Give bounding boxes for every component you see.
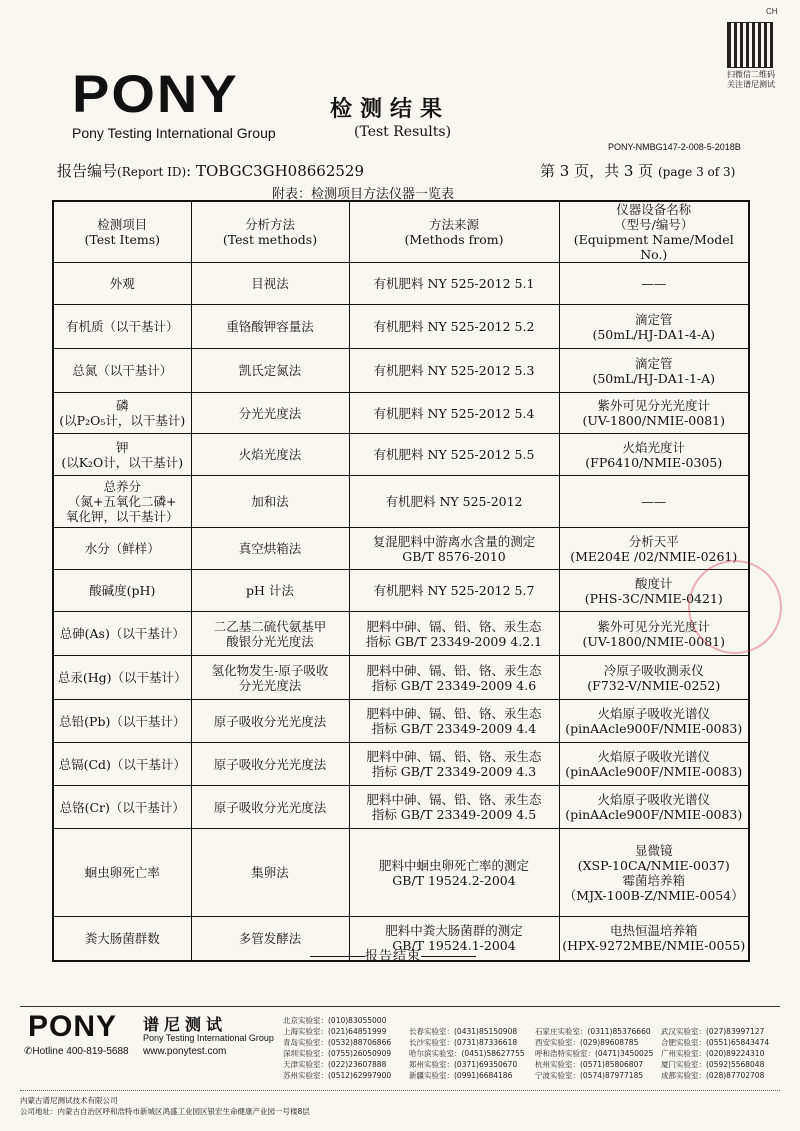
lab-entry: 西安实验室：(029)89608785 (535, 1038, 639, 1047)
document-code: PONY-NMBG147-2-008-5-2018B (608, 142, 741, 152)
lab-entry: 新疆实验室：(0991)6684186 (409, 1071, 513, 1080)
cell-method: 原子吸收分光光度法 (191, 743, 349, 786)
cell-item: 总铅(Pb)（以干基计） (53, 700, 191, 743)
cell-item: 外观 (53, 263, 191, 305)
lab-entry (409, 1016, 535, 1026)
footer-hotline (24, 1046, 129, 1057)
cell-source: 肥料中砷、镉、铅、铬、汞生态 指标 GB/T 23349-2009 4.2.1 (349, 612, 559, 656)
cell-equipment: —— (559, 476, 749, 528)
cell-method: 分光光度法 (191, 393, 349, 434)
results-table (52, 200, 750, 962)
corner-code: CH (766, 7, 778, 16)
cell-source: 有机肥料 NY 525-2012 5.4 (349, 393, 559, 434)
cell-source: 肥料中粪大肠菌群的测定 GB/T 19524.1-2004 (349, 917, 559, 961)
lab-entry: 天津实验室：(022)23607888 (283, 1060, 387, 1069)
table-row (53, 656, 749, 700)
table-row (53, 393, 749, 434)
cell-item: 总镉(Cd)（以干基计） (53, 743, 191, 786)
cell-method: 二乙基二硫代氨基甲 酸银分光光度法 (191, 612, 349, 656)
page-title-en: (Test Results) (354, 124, 452, 140)
cell-item: 磷 (以P₂O₅计，以干基计) (53, 393, 191, 434)
lab-entry: 哈尔滨实验室：(0451)58627755 (409, 1049, 525, 1058)
cell-item: 酸碱度(pH) (53, 570, 191, 612)
footer-name-cn: 谱尼测试 (143, 1015, 228, 1034)
cell-equipment: 分析天平 (ME204E /02/NMIE-0261) (559, 528, 749, 570)
page-info (540, 160, 735, 181)
report-id-label-cn: 报告编号 (57, 162, 118, 180)
cell-equipment: 冷原子吸收测汞仪 (F732-V/NMIE-0252) (559, 656, 749, 700)
lab-entry: 上海实验室：(021)64851999 (283, 1027, 387, 1036)
cell-method: 火焰光度法 (191, 434, 349, 476)
cell-source: 有机肥料 NY 525-2012 5.2 (349, 305, 559, 349)
cell-equipment: 火焰光度计 (FP6410/NMIE-0305) (559, 434, 749, 476)
cell-equipment: 电热恒温培养箱 (HPX-9272MBE/NMIE-0055) (559, 917, 749, 961)
lab-entry: 合肥实验室：(0551)65843474 (661, 1038, 770, 1047)
cell-method: 原子吸收分光光度法 (191, 786, 349, 829)
table-row (53, 263, 749, 305)
report-end-mark (310, 945, 476, 964)
cell-method: pH 计法 (191, 570, 349, 612)
cell-method: 真空烘箱法 (191, 528, 349, 570)
cell-item: 总砷(As)（以干基计） (53, 612, 191, 656)
hotline-text: Hotline 400-819-5688 (32, 1046, 129, 1057)
cell-method: 多管发酵法 (191, 917, 349, 961)
cell-method: 凯氏定氮法 (191, 349, 349, 393)
lab-entry: 郑州实验室：(0371)69350670 (409, 1060, 518, 1069)
lab-entry (535, 1016, 661, 1026)
table-row (53, 612, 749, 656)
cell-equipment: 火焰原子吸收光谱仪 (pinAAcle900F/NMIE-0083) (559, 786, 749, 829)
lab-entry (661, 1016, 783, 1026)
report-id-colon: : (186, 162, 192, 180)
qr-caption (716, 70, 786, 90)
cell-source: 有机肥料 NY 525-2012 5.3 (349, 349, 559, 393)
cell-equipment: 滴定管 (50mL/HJ-DA1-1-A) (559, 349, 749, 393)
footer-website[interactable]: www.ponytest.com (143, 1046, 227, 1057)
cell-equipment: 显微镜 (XSP-10CA/NMIE-0037) 霉菌培养箱 （MJX-100B-Z/NMIE-0054） (559, 829, 749, 917)
lab-entry: 宁波实验室：(0574)87977185 (535, 1071, 644, 1080)
report-end-text: 报告结束 (365, 949, 422, 964)
pony-logo: PONY (72, 63, 239, 124)
lab-entry: 青岛实验室：(0532)88706866 (283, 1038, 392, 1047)
cell-source: 肥料中砷、镉、铅、铬、汞生态 指标 GB/T 23349-2009 4.3 (349, 743, 559, 786)
cell-item: 有机质（以干基计） (53, 305, 191, 349)
lab-entry: 武汉实验室：(027)83997127 (661, 1027, 765, 1036)
cell-equipment: 紫外可见分光光度计 (UV-1800/NMIE-0081) (559, 612, 749, 656)
cell-source: 有机肥料 NY 525-2012 5.1 (349, 263, 559, 305)
cell-source: 肥料中砷、镉、铅、铬、汞生态 指标 GB/T 23349-2009 4.4 (349, 700, 559, 743)
qr-caption-line-2: 关注谱尼测试 (727, 80, 775, 89)
cell-equipment: 紫外可见分光光度计 (UV-1800/NMIE-0081) (559, 393, 749, 434)
table-row (53, 829, 749, 917)
annex-title: 附表：检测项目方法仪器一览表 (272, 187, 455, 202)
table-row (53, 570, 749, 612)
lab-entry: 北京实验室：(010)83055000 (283, 1016, 387, 1025)
cell-source: 肥料中砷、镉、铅、铬、汞生态 指标 GB/T 23349-2009 4.5 (349, 786, 559, 829)
qr-code[interactable] (727, 22, 773, 68)
header-methods-from: 方法来源 (Methods from) (349, 201, 559, 263)
table-row (53, 528, 749, 570)
cell-method: 加和法 (191, 476, 349, 528)
lab-entry: 呼和浩特实验室：(0471)3450025 (535, 1049, 654, 1058)
cell-method: 重铬酸钾容量法 (191, 305, 349, 349)
report-id (57, 160, 364, 181)
lab-entry: 成都实验室：(028)87702708 (661, 1071, 765, 1080)
cell-item: 蛔虫卵死亡率 (53, 829, 191, 917)
table-row (53, 305, 749, 349)
cell-item: 总汞(Hg)（以干基计） (53, 656, 191, 700)
lab-entry: 深圳实验室：(0755)26050909 (283, 1049, 392, 1058)
page-info-en: (page 3 of 3) (657, 165, 736, 179)
cell-method: 原子吸收分光光度法 (191, 700, 349, 743)
lab-directory (283, 1016, 783, 1081)
lab-entry: 杭州实验室：(0571)85806807 (535, 1060, 644, 1069)
footer-divider (20, 1006, 780, 1007)
cell-item: 水分（鲜样） (53, 528, 191, 570)
cell-source: 有机肥料 NY 525-2012 (349, 476, 559, 528)
cell-equipment: 酸度计 (PHS-3C/NMIE-0421) (559, 570, 749, 612)
cell-equipment: 滴定管 (50mL/HJ-DA1-4-A) (559, 305, 749, 349)
cell-method: 目视法 (191, 263, 349, 305)
cell-source: 肥料中砷、镉、铅、铬、汞生态 指标 GB/T 23349-2009 4.6 (349, 656, 559, 700)
report-id-value: TOBGC3GH08662529 (196, 162, 365, 180)
lab-entry: 苏州实验室：(0512)62997900 (283, 1071, 392, 1080)
lab-entry: 厦门实验室：(0592)5568048 (661, 1060, 765, 1069)
cell-source: 有机肥料 NY 525-2012 5.7 (349, 570, 559, 612)
cell-equipment: 火焰原子吸收光谱仪 (pinAAcle900F/NMIE-0083) (559, 700, 749, 743)
footer-dotted-divider (20, 1090, 780, 1091)
cell-method: 集卵法 (191, 829, 349, 917)
cell-method: 氢化物发生-原子吸收 分光光度法 (191, 656, 349, 700)
lab-entry: 长春实验室：(0431)85150908 (409, 1027, 518, 1036)
cell-equipment: —— (559, 263, 749, 305)
lab-entry: 石家庄实验室：(0311)85376660 (535, 1027, 651, 1036)
cell-source: 有机肥料 NY 525-2012 5.5 (349, 434, 559, 476)
cell-item: 总养分 （氮+五氧化二磷+ 氧化钾，以干基计） (53, 476, 191, 528)
company-name: 内蒙古谱尼测试技术有限公司 (20, 1096, 118, 1105)
lab-entry: 广州实验室：(020)89224310 (661, 1049, 765, 1058)
table-header-row (53, 201, 749, 263)
footer-name-en: Pony Testing International Group (143, 1033, 274, 1043)
cell-item: 总氮（以干基计） (53, 349, 191, 393)
table-row (53, 700, 749, 743)
table-row (53, 786, 749, 829)
header-test-items: 检测项目 (Test Items) (53, 201, 191, 263)
cell-equipment: 火焰原子吸收光谱仪 (pinAAcle900F/NMIE-0083) (559, 743, 749, 786)
page-info-cn: 第 3 页，共 3 页 (540, 162, 654, 180)
red-seal-stamp (688, 560, 782, 654)
report-id-label-en: (Report ID) (117, 165, 187, 179)
logo-subtitle: Pony Testing International Group (72, 125, 276, 141)
table-row (53, 434, 749, 476)
lab-entry: 长沙实验室：(0731)87336618 (409, 1038, 518, 1047)
company-address: 公司地址：内蒙古自治区呼和浩特市新城区鸿盛工业园区银宏生命健康产业园一号楼8层 (20, 1107, 310, 1116)
page-title-cn: 检测结果 (330, 97, 451, 122)
cell-source: 复混肥料中游离水含量的测定 GB/T 8576-2010 (349, 528, 559, 570)
header-test-methods: 分析方法 (Test methods) (191, 201, 349, 263)
qr-caption-line-1: 扫微信二维码 (727, 70, 775, 79)
table-row (53, 476, 749, 528)
cell-source: 肥料中蛔虫卵死亡率的测定 GB/T 19524.2-2004 (349, 829, 559, 917)
cell-item: 钾 (以K₂O计，以干基计) (53, 434, 191, 476)
phone-icon: ✆ (24, 1046, 33, 1057)
table-row (53, 743, 749, 786)
footer-logo: PONY (28, 1010, 118, 1043)
cell-item: 粪大肠菌群数 (53, 917, 191, 961)
cell-item: 总铬(Cr)（以干基计） (53, 786, 191, 829)
table-row (53, 349, 749, 393)
header-equipment: 仪器设备名称 （型号/编号） (Equipment Name/Model No.) (559, 201, 749, 263)
